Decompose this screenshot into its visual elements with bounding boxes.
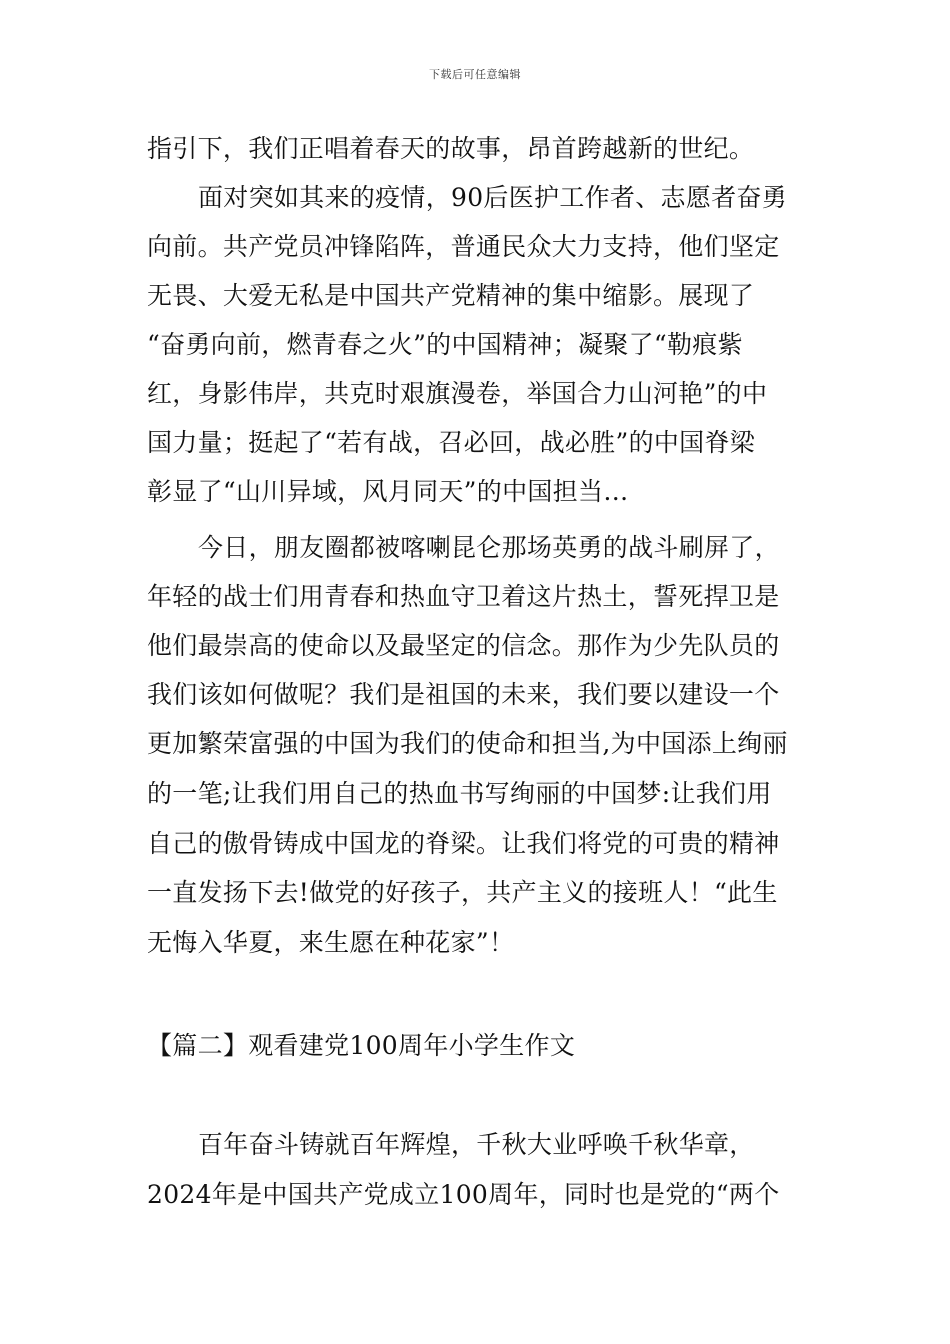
text-line: 无畏、大爱无私是中国共产党精神的集中缩影。展现了 — [147, 281, 755, 310]
text-line: 红，身影伟岸，共克时艰旗漫卷，举国合力山河艳”的中 — [147, 379, 768, 408]
text-line: 的一笔;让我们用自己的热血书写绚丽的中国梦:让我们用 — [147, 779, 772, 808]
text-line: 一直发扬下去!做党的好孩子，共产主义的接班人！“此生 — [147, 878, 778, 907]
text-line: 无悔入华夏，来生愿在种花家”！ — [147, 928, 515, 957]
text-line: 年轻的战士们用青春和热血守卫着这片热土，誓死捍卫是 — [147, 582, 780, 611]
section-title: 【篇二】观看建党100周年小学生作文 — [147, 1031, 576, 1060]
text-line: 指引下，我们正唱着春天的故事，昂首跨越新的世纪。 — [147, 134, 755, 163]
text-line: 国力量；挺起了“若有战，召必回，战必胜”的中国脊梁 — [147, 428, 756, 457]
text-line: “奋勇向前，燃青春之火”的中国精神；凝聚了“勒痕紫 — [147, 330, 743, 359]
page-header: 下载后可任意编辑 — [429, 68, 521, 81]
text-line: 更加繁荣富强的中国为我们的使命和担当,为中国添上绚丽 — [147, 729, 788, 758]
text-line: 我们该如何做呢？我们是祖国的未来，我们要以建设一个 — [147, 680, 780, 709]
text-line: 自己的傲骨铸成中国龙的脊梁。让我们将党的可贵的精神 — [147, 829, 780, 858]
text-line: 他们最崇高的使命以及最坚定的信念。那作为少先队员的 — [147, 631, 780, 660]
text-line: 今日，朋友圈都被喀喇昆仑那场英勇的战斗刷屏了， — [198, 533, 780, 562]
text-line: 面对突如其来的疫情，90后医护工作者、志愿者奋勇 — [198, 183, 788, 212]
text-line: 彰显了“山川异域，风月同天”的中国担当… — [147, 477, 629, 506]
text-line: 2024年是中国共产党成立100周年，同时也是党的“两个 — [147, 1180, 780, 1209]
text-line: 百年奋斗铸就百年辉煌，千秋大业呼唤千秋华章， — [198, 1130, 755, 1159]
text-line: 向前。共产党员冲锋陷阵，普通民众大力支持，他们坚定 — [147, 232, 780, 261]
